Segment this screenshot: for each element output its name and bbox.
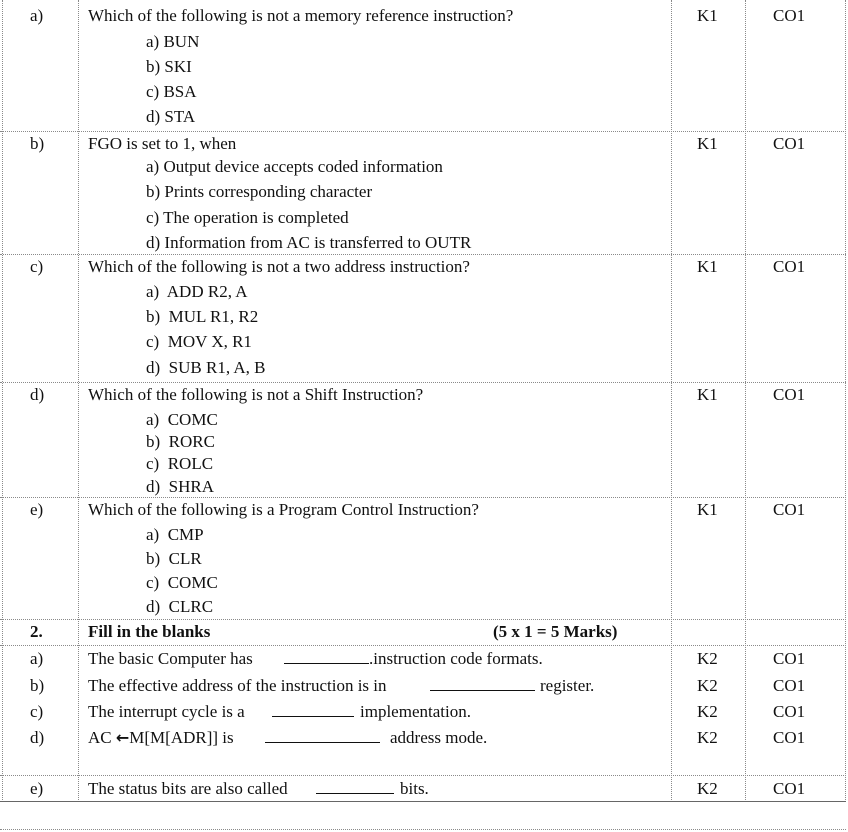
table-border-right xyxy=(845,0,846,802)
course-outcome: CO1 xyxy=(773,676,806,695)
answer-blank xyxy=(272,702,354,717)
option: a) Output device accepts coded information xyxy=(146,157,443,176)
question-text: AC xyxy=(88,728,112,747)
question-text: The status bits are also called xyxy=(88,779,288,798)
row-divider xyxy=(0,131,846,132)
option: b) Prints corresponding character xyxy=(146,182,373,201)
question-text: The basic Computer has xyxy=(88,649,253,668)
question-text-continued: implementation. xyxy=(360,702,471,721)
question-number: d) xyxy=(30,728,45,747)
knowledge-level: K1 xyxy=(697,500,718,519)
option: a) BUN xyxy=(146,32,200,51)
course-outcome: CO1 xyxy=(773,6,806,25)
table-border-left xyxy=(2,0,3,802)
option: a) COMC xyxy=(146,410,218,429)
option: c) BSA xyxy=(146,82,197,101)
left-arrow-icon: ← xyxy=(115,728,130,747)
section-marks: (5 x 1 = 5 Marks) xyxy=(493,622,618,641)
question-text: Which of the following is not a two address instruction? xyxy=(88,257,470,276)
question-number: a) xyxy=(30,6,44,25)
question-text: FGO is set to 1, when xyxy=(88,134,237,153)
question-text-continued: register. xyxy=(540,676,595,695)
answer-blank xyxy=(316,779,394,794)
question-text: The effective address of the instruction is in xyxy=(88,676,387,695)
course-outcome: CO1 xyxy=(773,385,806,404)
section-number: 2. xyxy=(30,622,43,641)
answer-blank xyxy=(265,728,380,743)
column-divider xyxy=(78,0,79,802)
option: c) The operation is completed xyxy=(146,208,349,227)
knowledge-level: K1 xyxy=(697,385,718,404)
course-outcome: CO1 xyxy=(773,702,806,721)
option: a) CMP xyxy=(146,525,204,544)
row-divider xyxy=(0,254,846,255)
knowledge-level: K2 xyxy=(697,676,718,695)
question-number: a) xyxy=(30,649,44,668)
knowledge-level: K2 xyxy=(697,702,718,721)
question-text: M[M[ADR]] is xyxy=(129,728,234,747)
course-outcome: CO1 xyxy=(773,257,806,276)
question-text-continued: .instruction code formats. xyxy=(369,649,543,668)
question-number: e) xyxy=(30,500,44,519)
course-outcome: CO1 xyxy=(773,728,806,747)
column-divider xyxy=(671,0,672,802)
table-border-bottom xyxy=(0,801,846,802)
question-number: c) xyxy=(30,702,44,721)
option: d) Information from AC is transferred to OUTR xyxy=(146,233,472,252)
question-number: b) xyxy=(30,134,45,153)
question-number: e) xyxy=(30,779,44,798)
option: c) MOV X, R1 xyxy=(146,332,252,351)
knowledge-level: K2 xyxy=(697,779,718,798)
question-number: c) xyxy=(30,257,44,276)
option: c) COMC xyxy=(146,573,218,592)
question-text-group xyxy=(88,728,234,748)
option: a) ADD R2, A xyxy=(146,282,248,301)
knowledge-level: K2 xyxy=(697,649,718,668)
knowledge-level: K1 xyxy=(697,134,718,153)
course-outcome: CO1 xyxy=(773,779,806,798)
knowledge-level: K1 xyxy=(697,257,718,276)
option: d) CLRC xyxy=(146,597,214,616)
row-divider xyxy=(0,619,846,620)
option: b) RORC xyxy=(146,432,215,451)
answer-blank xyxy=(430,676,535,691)
row-divider xyxy=(0,497,846,498)
option: b) SKI xyxy=(146,57,192,76)
option: d) SUB R1, A, B xyxy=(146,358,266,377)
knowledge-level: K2 xyxy=(697,728,718,747)
question-text-continued: bits. xyxy=(400,779,429,798)
footer-line xyxy=(0,829,846,830)
knowledge-level: K1 xyxy=(697,6,718,25)
column-divider xyxy=(745,0,746,802)
option: d) STA xyxy=(146,107,196,126)
row-divider xyxy=(0,645,846,646)
question-text: Which of the following is a Program Control Instruction? xyxy=(88,500,479,519)
answer-blank xyxy=(284,649,369,664)
question-text: Which of the following is not a Shift Instruction? xyxy=(88,385,424,404)
option: b) CLR xyxy=(146,549,202,568)
question-number: b) xyxy=(30,676,45,695)
question-text-continued: address mode. xyxy=(390,728,488,747)
course-outcome: CO1 xyxy=(773,649,806,668)
question-text: The interrupt cycle is a xyxy=(88,702,245,721)
question-text: Which of the following is not a memory reference instruction? xyxy=(88,6,514,25)
course-outcome: CO1 xyxy=(773,134,806,153)
section-title: Fill in the blanks xyxy=(88,622,211,641)
row-divider xyxy=(0,382,846,383)
option: d) SHRA xyxy=(146,477,215,496)
option: b) MUL R1, R2 xyxy=(146,307,259,326)
option: c) ROLC xyxy=(146,454,214,473)
question-number: d) xyxy=(30,385,45,404)
course-outcome: CO1 xyxy=(773,500,806,519)
row-divider xyxy=(0,775,846,776)
